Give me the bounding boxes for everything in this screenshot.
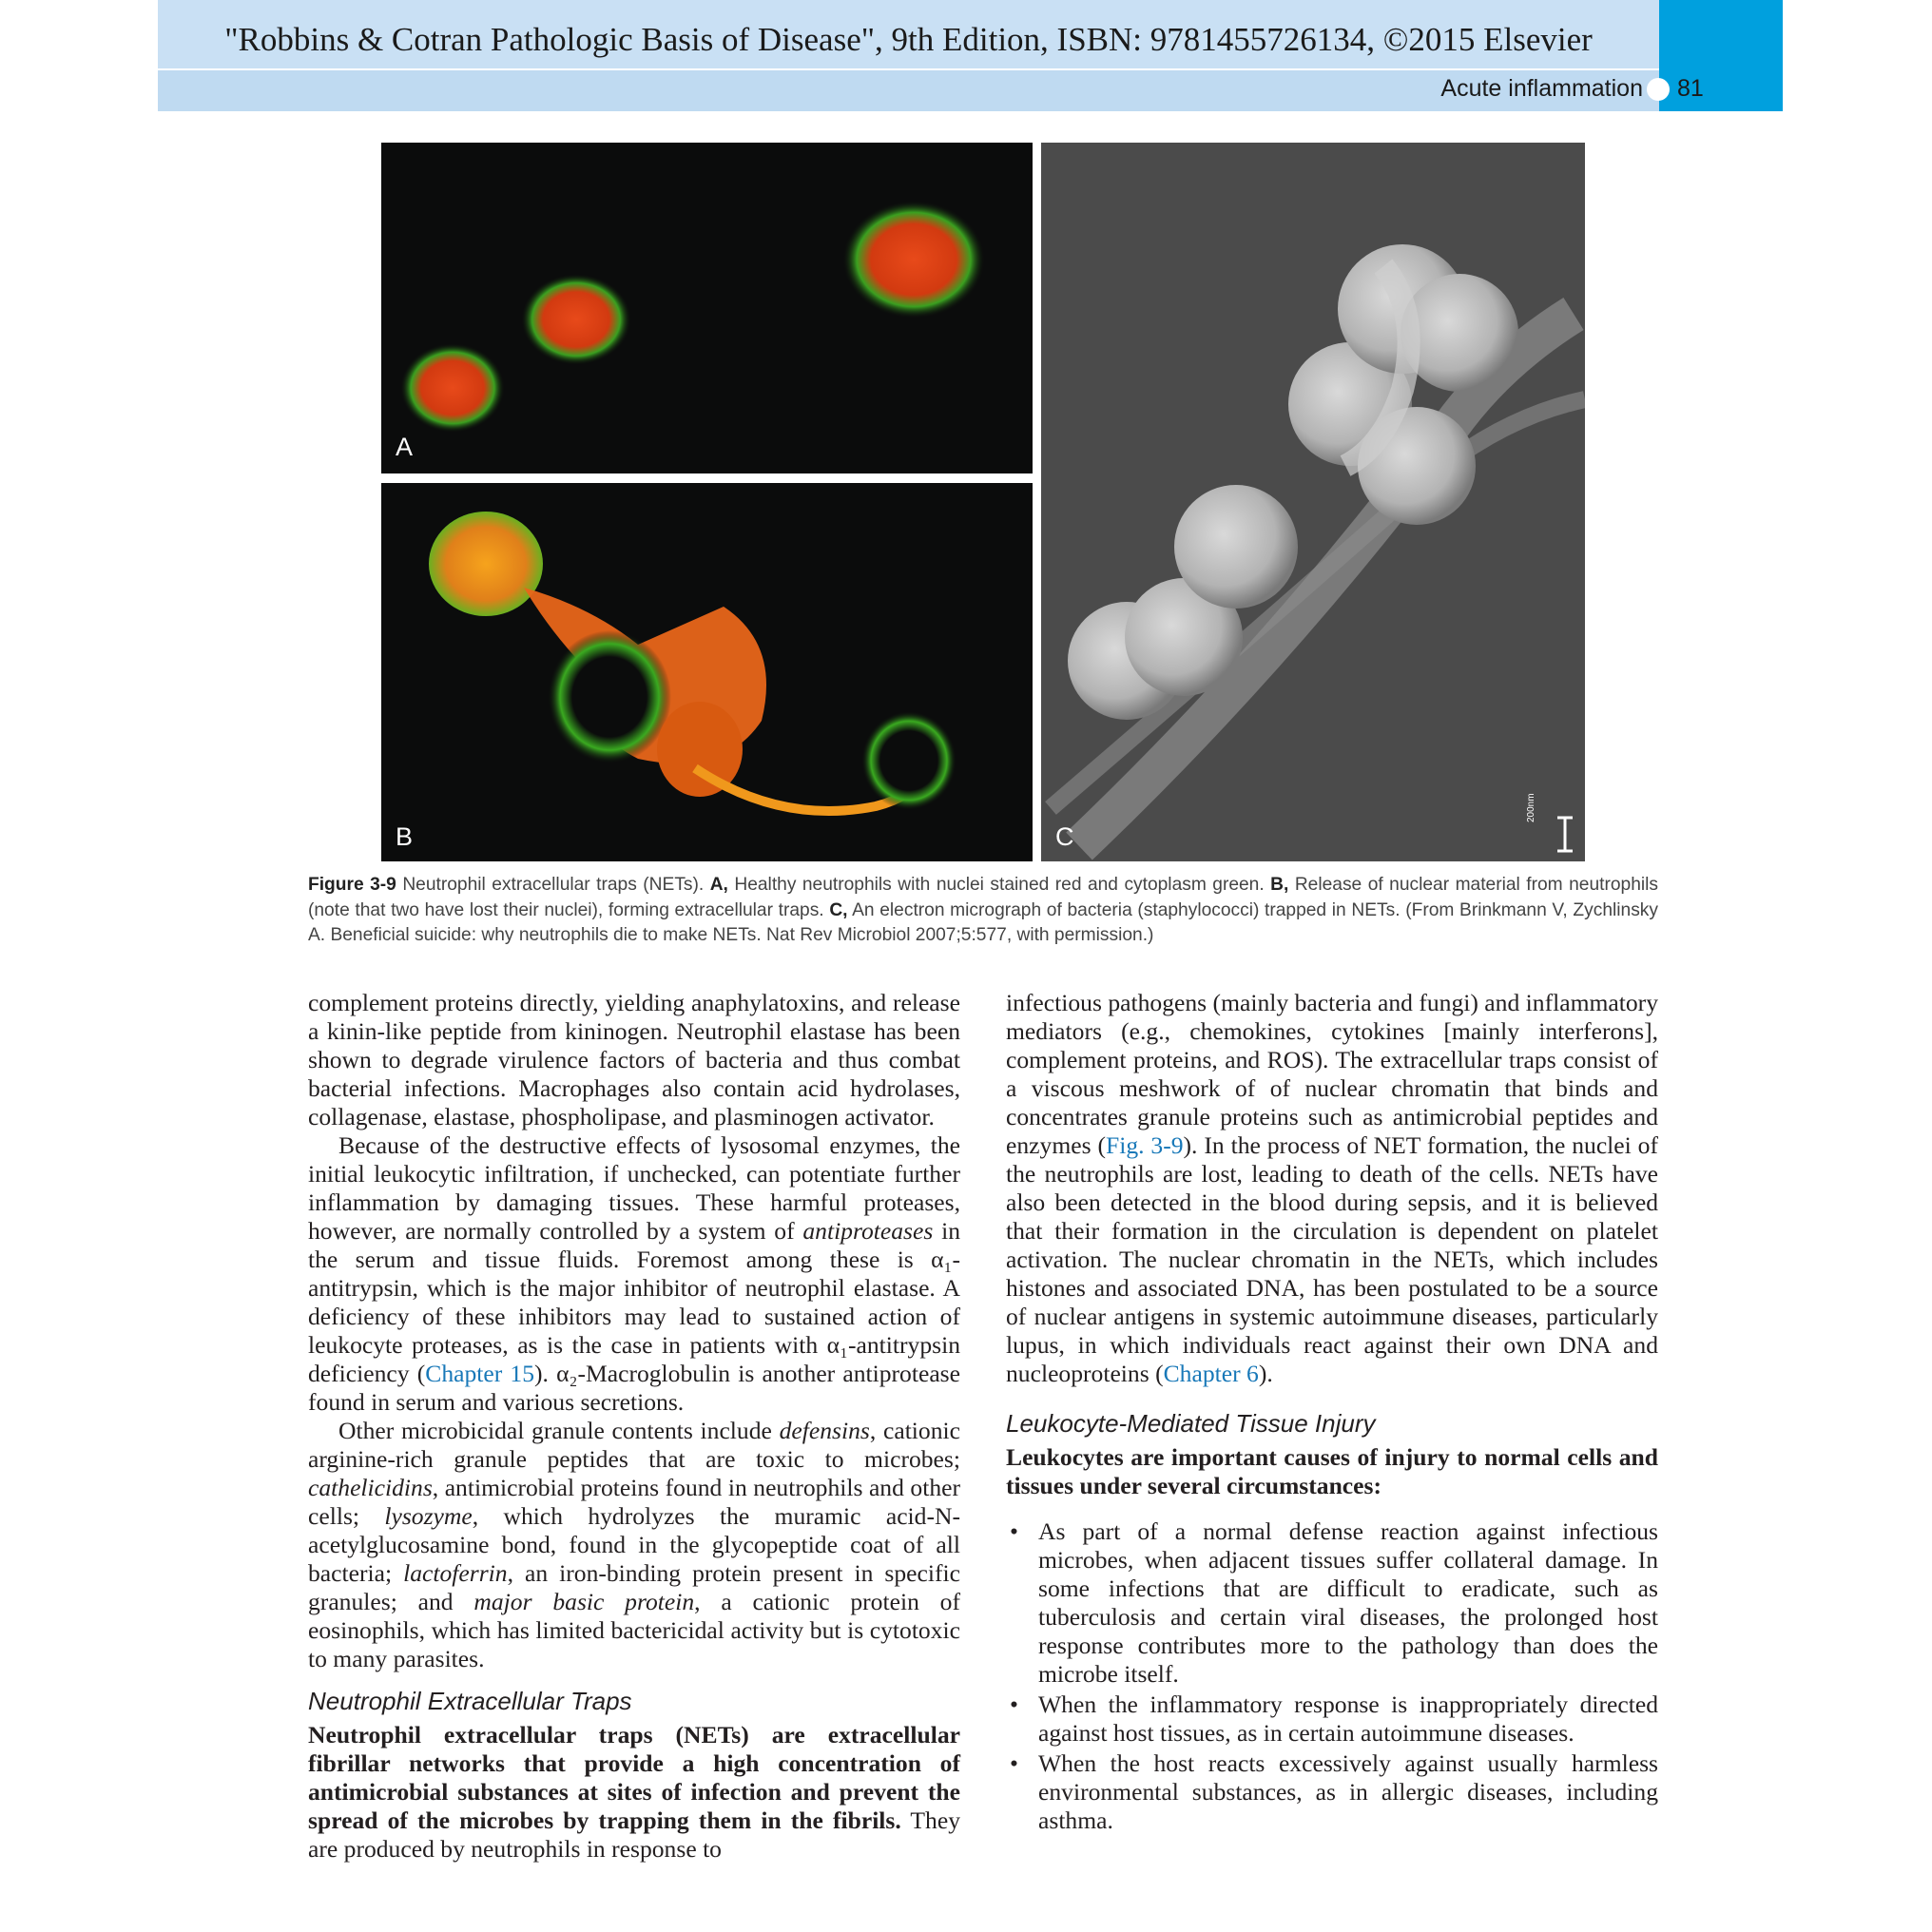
paragraph: infectious pathogens (mainly bacteria and fungi) and inflammatory mediators (e.g., chemokines, cytokines [mainly interferons], complement proteins, and ROS). The extracellular traps consist of a viscous meshwork of of nuclear chromatin that binds and concentrates granule proteins such as antimicrobial peptides and enzymes (Fig. 3-9). In the process of NET formation, the nuclei of the neutrophils are lost, leading to death of the cells. NETs have also been detected in the blood during sepsis, and it is believed that their formation in the circulation is dependent on platelet activation. The nuclear chromatin in the NETs, which includes histones and associated DNA, has been postulated to be a source of nuclear antigens in systemic autoimmune diseases, particularly lupus, in which individuals react against their own DNA and nucleoproteins (Chapter 6). [1006, 989, 1658, 1387]
caption-marker-a: A, [709, 875, 728, 895]
caption-text: Neutrophil extracellular traps (NETs). [396, 875, 710, 895]
chapter-15-link[interactable]: Chapter 15 [425, 1360, 535, 1387]
list-item: • When the inflammatory response is inappropriately directed against host tissues, as in certain autoimmune diseases. [1006, 1690, 1658, 1748]
panel-a-label: A [396, 433, 414, 461]
page-dot-icon [1647, 78, 1670, 101]
caption-marker-b: B, [1270, 875, 1289, 895]
caption-marker-c: C, [829, 899, 848, 920]
left-column [308, 989, 960, 1864]
scale-bar-label: 200nm [1526, 793, 1536, 822]
net-release-fluorescence-image [381, 483, 1033, 861]
electron-micrograph-image [1041, 143, 1585, 861]
neutrophils-fluorescence-image [381, 143, 1033, 473]
panel-c-label: C [1055, 822, 1074, 851]
caption-text-b: Release of nuclear material from neutrophils (note that two have lost their nuclei), forming extracellular traps. [308, 875, 1658, 920]
paragraph: Because of the destructive effects of lysosomal enzymes, the initial leukocytic infiltration, if unchecked, can potentiate further inflammation by damaging tissues. These harmful proteases, however, are normally controlled by a system of antiproteases in the serum and tissue fluids. Foremost among these is α₁-antitrypsin, which is the major inhibitor of neutrophil elastase. A deficiency of these inhibitors may lead to sustained action of leukocyte proteases, as is the case in patients with α₁-antitrypsin deficiency (Chapter 15). α₂-Macroglobulin is another antiprotease found in serum and various secretions. [308, 1131, 960, 1416]
figure-panel-b [381, 483, 1033, 861]
figure-caption [308, 873, 1658, 949]
right-column [1006, 989, 1658, 1837]
panel-b-label: B [396, 822, 414, 851]
running-section-title: Acute inflammation [1440, 75, 1643, 102]
subheading-nets: Neutrophil Extracellular Traps [308, 1687, 632, 1715]
book-reference: "Robbins & Cotran Pathologic Basis of Disease", 9th Edition, ISBN: 9781455726134, ©2015 Elsevier [224, 21, 1593, 58]
lead-statement: Leukocytes are important causes of injury to normal cells and tissues under several circumstances: [1006, 1443, 1658, 1499]
circumstance-list [1006, 1517, 1658, 1835]
list-item: • When the host reacts excessively against usually harmless environmental substances, as in allergic diseases, including asthma. [1006, 1749, 1658, 1835]
figure-number: Figure 3-9 [308, 875, 396, 895]
figure-panel-a [381, 143, 1033, 473]
subheading-tissue-injury: Leukocyte-Mediated Tissue Injury [1006, 1409, 1376, 1438]
figure-3-9-link[interactable]: Fig. 3-9 [1105, 1131, 1184, 1159]
paragraph: Other microbicidal granule contents include defensins, cationic arginine-rich granule peptides that are toxic to microbes; cathelicidins, antimicrobial proteins found in neutrophils and other cells; lysozyme, which hydrolyzes the muramic acid-N-acetylglucosamine bond, found in the glycopeptide coat of all bacteria; lactoferrin, an iron-binding protein present in specific granules; and major basic protein, a cationic protein of eosinophils, which has limited bactericidal activity but is cytotoxic to many parasites. [308, 1417, 960, 1672]
caption-text-a: Healthy neutrophils with nuclei stained red and cytoplasm green. [727, 875, 1271, 895]
page-number: 81 [1677, 75, 1704, 102]
list-item: • As part of a normal defense reaction against infectious microbes, when adjacent tissues suffer collateral damage. In some infections that are difficult to eradicate, such as tuberculosis and certain viral diseases, the prolonged host response contributes more to the pathology than does the microbe itself. [1006, 1517, 1658, 1689]
chapter-6-link[interactable]: Chapter 6 [1163, 1360, 1259, 1387]
paragraph: Neutrophil extracellular traps (NETs) are extracellular fibrillar networks that provide a high concentration of antimicrobial substances at sites of infection and prevent the spread of the microbes by trapping them in the fibrils. They are produced by neutrophils in response to [308, 1721, 960, 1863]
header-divider [158, 68, 1659, 70]
paragraph: complement proteins directly, yielding anaphylatoxins, and release a kinin-like peptide from kininogen. Neutrophil elastase has been shown to degrade virulence factors of bacteria and thus combat bacterial infections. Macrophages also contain acid hydrolases, collagenase, elastase, phospholipase, and plasminogen activator. [308, 989, 960, 1130]
caption-text-c: An electron micrograph of bacteria (staphylococci) trapped in NETs. (From Brinkmann V, Zychlinsky A. Beneficial suicide: why neutrophils die to make NETs. Nat Rev Microbiol 2007;5:577, with permission.) [308, 899, 1658, 945]
figure-panel-c [1041, 143, 1585, 861]
